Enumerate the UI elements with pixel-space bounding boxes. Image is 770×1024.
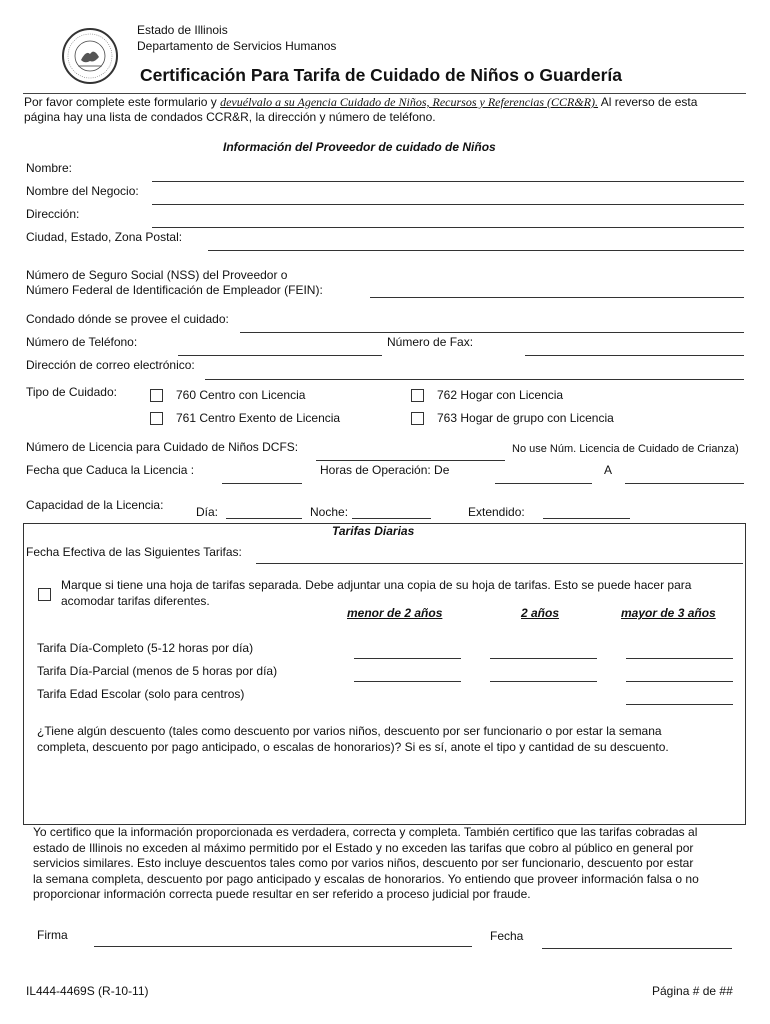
nss-label-line1: Número de Seguro Social (NSS) del Proveedor o (26, 268, 288, 282)
agency-line-1: Estado de Illinois (137, 23, 228, 37)
seal-icon (64, 30, 116, 82)
caduca-label: Fecha que Caduca la Licencia : (26, 463, 195, 477)
school-age-over3-field[interactable] (626, 704, 733, 705)
horas-a-label: A (604, 463, 613, 477)
fecha-label: Fecha (490, 929, 524, 943)
agency-line-2: Departamento de Servicios Humanos (137, 39, 337, 53)
licencia-note: No use Núm. Licencia de Cuidado de Crianza) (512, 443, 739, 455)
fecha-efectiva-field[interactable] (256, 563, 743, 564)
discount-answer-area[interactable] (37, 758, 737, 818)
separate-sheet-checkbox[interactable] (38, 588, 51, 601)
ciudad-field[interactable] (208, 250, 744, 251)
fecha-field[interactable] (542, 948, 732, 949)
capacidad-label: Capacidad de la Licencia: (26, 498, 164, 512)
rates-section-title: Tarifas Diarias (332, 524, 415, 538)
extendido-label: Extendido: (468, 505, 525, 519)
discount-question-line1: ¿Tiene algún descuento (tales como descuento por varios niños, descuento por ser funcionario o por estar la semana (37, 724, 662, 738)
nombre-field[interactable] (152, 181, 744, 182)
nombre-label: Nombre: (26, 161, 73, 175)
caduca-field[interactable] (222, 483, 302, 484)
col-header-2: 2 años (521, 606, 560, 620)
direccion-field[interactable] (152, 227, 744, 228)
negocio-label: Nombre del Negocio: (26, 184, 139, 198)
intro-line-2: página hay una lista de condados CCR&R, la dirección y número de teléfono. (24, 110, 436, 124)
discount-question-line2: completa, descuento por pago anticipado, o escalas de honorarios)? Si es sí, anote el tipo y cantidad de su descuento. (37, 740, 669, 754)
col-header-under2: menor de 2 años (347, 606, 443, 620)
noche-label: Noche: (310, 505, 349, 519)
negocio-field[interactable] (152, 204, 744, 205)
checkbox-763[interactable] (411, 412, 424, 425)
cert-line-2: estado de Illinois no exceden al máximo permitido por el Estado y no exceden las tarifas que cobro al público en general por (33, 840, 694, 855)
cert-line-1: Yo certifico que la información proporcionada es verdadera, correcta y completa. También certifico que las tarifas cobradas al (33, 825, 698, 839)
firma-label: Firma (37, 928, 68, 942)
firma-field[interactable] (94, 946, 472, 947)
return-agency-link[interactable]: devuélvalo a su Agencia Cuidado de Niños, Recursos y Referencias (CCR&R). (220, 95, 599, 109)
partial-day-over3-field[interactable] (626, 681, 733, 682)
nss-label-line2: Número Federal de Identificación de Empleador (FEIN): (26, 283, 323, 297)
illinois-state-seal (62, 28, 118, 84)
row-school-age-label: Tarifa Edad Escolar (solo para centros) (37, 687, 245, 701)
checkbox-762[interactable] (411, 389, 424, 402)
correo-field[interactable] (205, 379, 744, 380)
intro-part2: Al reverso de esta (600, 95, 698, 109)
provider-section-title: Información del Proveedor de cuidado de Niños (223, 140, 496, 154)
partial-day-2-field[interactable] (490, 681, 597, 682)
separate-sheet-line1: Marque si tiene una hoja de tarifas separada. Debe adjuntar una copia de su hoja de tarifas. Esto se puede hacer para (61, 578, 692, 592)
opt-762-label: 762 Hogar con Licencia (437, 388, 564, 402)
row-partial-day-label: Tarifa Día-Parcial (menos de 5 horas por día) (37, 664, 278, 678)
form-id: IL444-4469S (R-10-11) (26, 984, 149, 998)
licencia-field[interactable] (316, 460, 505, 461)
fecha-efectiva-label: Fecha Efectiva de las Siguientes Tarifas: (26, 545, 242, 559)
intro-text (24, 95, 697, 110)
header-divider (23, 93, 746, 94)
horas-a-field[interactable] (625, 483, 744, 484)
checkbox-760[interactable] (150, 389, 163, 402)
licencia-label: Número de Licencia para Cuidado de Niños DCFS: (26, 440, 299, 454)
extendido-field[interactable] (543, 518, 630, 519)
full-day-2-field[interactable] (490, 658, 597, 659)
tipo-label: Tipo de Cuidado: (26, 385, 117, 399)
cert-line-4: la semana completa, descuento por pago anticipado y escalas de honorarios. Yo entiendo que proveer información falsa o no (33, 871, 699, 886)
correo-label: Dirección de correo electrónico: (26, 358, 195, 372)
horas-de-field[interactable] (495, 483, 592, 484)
fax-field[interactable] (525, 355, 744, 356)
row-full-day-label: Tarifa Día-Completo (5-12 horas por día) (37, 641, 254, 655)
cert-line-5: proporcionar información correcta puede resultar en ser referido a proceso judicial por fraude. (33, 887, 531, 901)
page-title: Certificación Para Tarifa de Cuidado de Niños o Guardería (140, 65, 623, 85)
full-day-under2-field[interactable] (354, 658, 461, 659)
dia-label: Día: (196, 505, 219, 519)
dia-field[interactable] (226, 518, 302, 519)
ciudad-label: Ciudad, Estado, Zona Postal: (26, 230, 183, 244)
condado-label: Condado dónde se provee el cuidado: (26, 312, 229, 326)
opt-760-label: 760 Centro con Licencia (176, 388, 306, 402)
telefono-label: Número de Teléfono: (26, 335, 138, 349)
full-day-over3-field[interactable] (626, 658, 733, 659)
intro-part1: Por favor complete este formulario y (24, 95, 217, 109)
nss-field[interactable] (370, 297, 744, 298)
page-number: Página # de ## (652, 984, 733, 998)
partial-day-under2-field[interactable] (354, 681, 461, 682)
separate-sheet-line2: acomodar tarifas diferentes. (61, 594, 210, 608)
horas-label: Horas de Operación: De (320, 463, 450, 477)
cert-line-3: servicios similares. Esto incluye descuentos tales como por varios niños, descuento por ser funcionario, descuento por estar (33, 856, 694, 870)
condado-field[interactable] (240, 332, 744, 333)
certification-text (33, 825, 699, 903)
opt-761-label: 761 Centro Exento de Licencia (176, 411, 341, 425)
opt-763-label: 763 Hogar de grupo con Licencia (437, 411, 614, 425)
telefono-field[interactable] (178, 355, 382, 356)
checkbox-761[interactable] (150, 412, 163, 425)
col-header-over3: mayor de 3 años (621, 606, 716, 620)
noche-field[interactable] (352, 518, 431, 519)
fax-label: Número de Fax: (387, 335, 474, 349)
direccion-label: Dirección: (26, 207, 80, 221)
